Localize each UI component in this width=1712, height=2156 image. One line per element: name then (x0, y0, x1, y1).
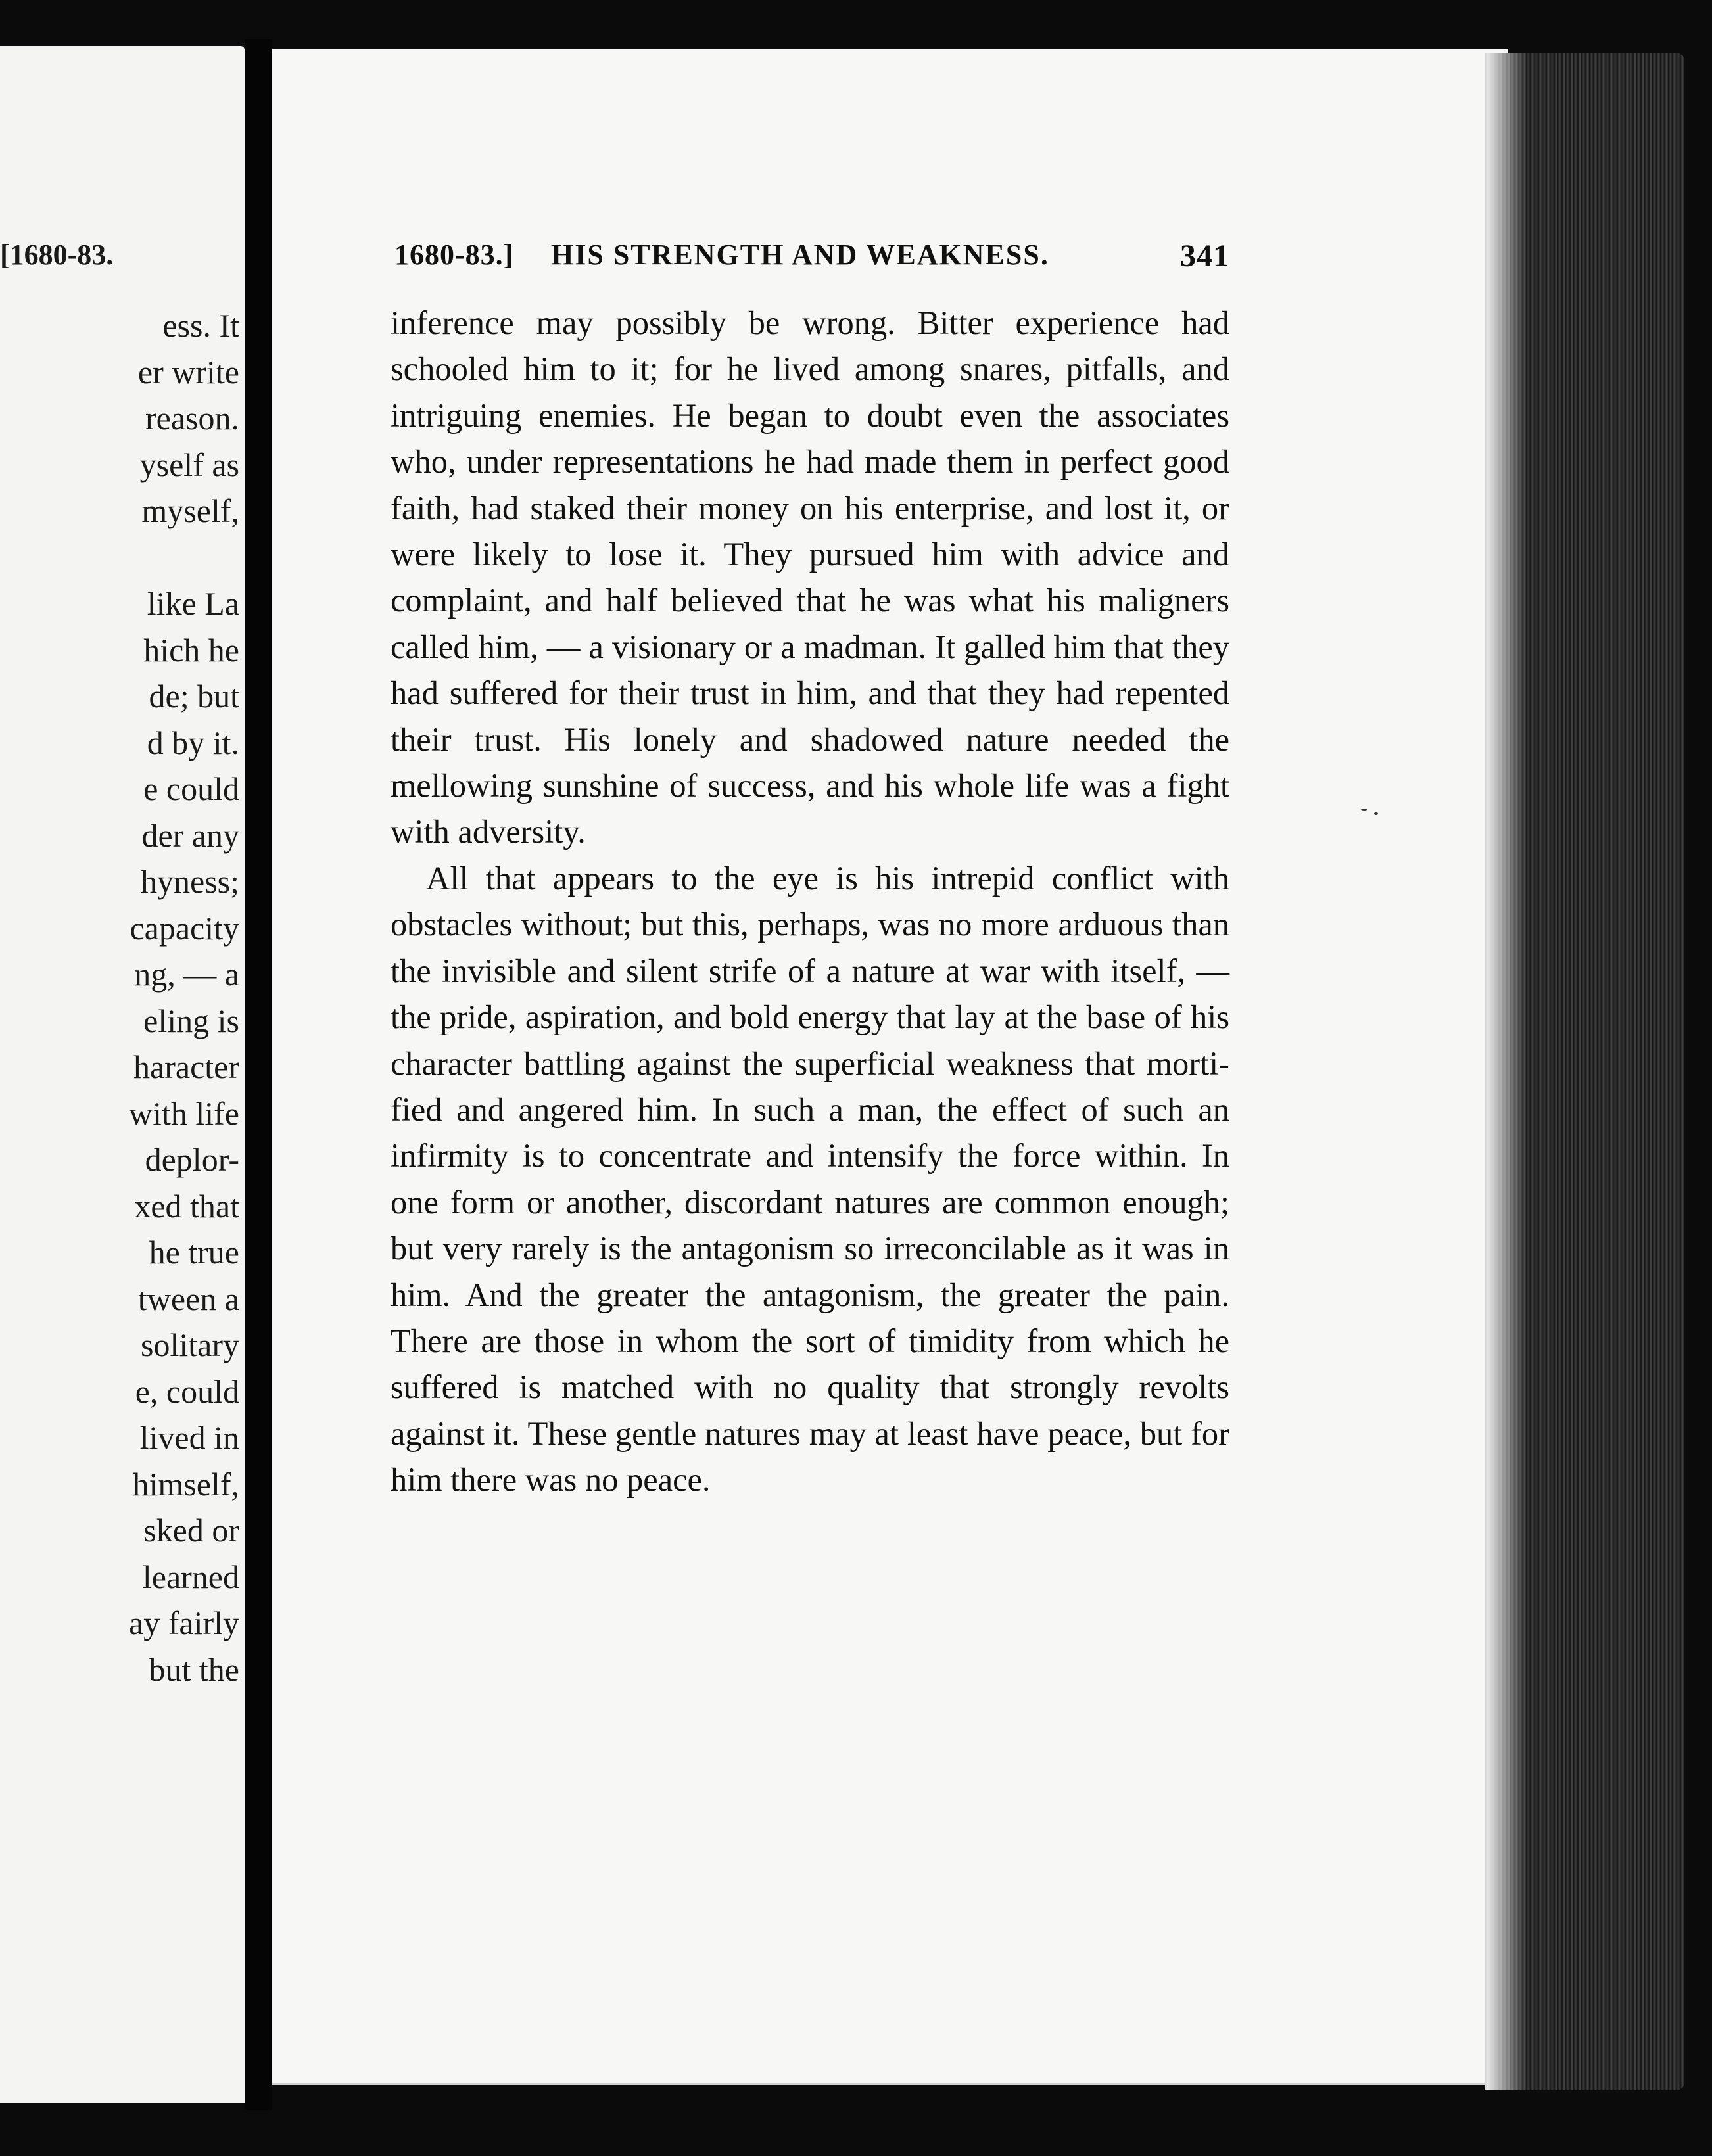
left-page-line: der any (141, 816, 239, 854)
left-page-line: solitary (141, 1326, 239, 1363)
left-page-line: capacity (130, 909, 239, 947)
left-page-line: like La (147, 585, 239, 622)
left-page-line: e could (143, 770, 239, 807)
left-page-line: haracter (133, 1048, 239, 1085)
left-page-line: but the (149, 1651, 239, 1688)
left-page-line: with life (128, 1094, 239, 1132)
left-page-line: e, could (135, 1372, 239, 1410)
scan-speck (1374, 812, 1378, 815)
left-page (0, 46, 245, 2103)
left-page-line: ess. It (162, 307, 239, 344)
left-page-line: de; but (149, 678, 239, 715)
paragraph: All that appears to the eye is his intrepid conflict with obstacles without; but this, perhaps, was no more arduous than the invisible and silent strife of a nature at war with itself, — the pride, aspiration, and bold energy that lay at the base of his character battling against the superficial weakness that mortified and angered him. In such a man, the effect of such an infirmity is to concentrate and intensify the force within. In one form or another, discordant natures are common enough; but very rarely is the antagonism so irreconcilable as it was in him. And the greater the antagonism, the greater the pain. There are those in whom the sort of timidity from which he suffered is matched with no quality that strongly revolts against it. These gentle natures may at least have peace, but for him there was no peace. (391, 859, 1229, 1499)
left-page-line: he true (149, 1234, 239, 1271)
left-page-line: xed that (134, 1187, 239, 1225)
left-running-head: [1680-83. (0, 239, 114, 271)
running-head-title: HIS STRENGTH AND WEAKNESS. (551, 239, 1049, 271)
paragraph: inference may possibly be wrong. Bitter experience had schooled him to it; for he lived among snares, pitfalls, and intriguing enemies. He began to doubt even the associates who, under representations he had made them in perfect good faith, had staked their money on his enterprise, and lost it, or were likely to lose it. They pursued him with advice and complaint, and half believed that he was what his maligners called him, — a visionary or a madman. It galled him that they had suffered for their trust in him, and that they had repented their trust. His lonely and shadowed nature needed the mellowing sunshine of success, and his whole life was a fight with adversity. (391, 304, 1229, 851)
body-text (391, 300, 1229, 1503)
running-head (394, 238, 1229, 277)
running-head-years: 1680-83.] (394, 239, 514, 271)
left-page-line: lived in (139, 1419, 239, 1456)
left-page-line: reason. (145, 400, 239, 436)
book-gutter (245, 39, 272, 2110)
left-page-line: deplor- (145, 1141, 239, 1178)
left-page-line: tween a (137, 1280, 239, 1317)
left-page-line: yself as (139, 446, 239, 483)
left-page-line: er write (137, 353, 239, 390)
left-page-line: eling is (143, 1002, 239, 1039)
left-page-line: hich he (143, 631, 239, 668)
left-page-line: d by it. (147, 724, 239, 761)
left-page-line: sked or (143, 1512, 239, 1549)
left-page-line: myself, (141, 492, 239, 529)
left-page-line: ng, — a (134, 956, 239, 993)
left-page-line: ay fairly (129, 1605, 239, 1641)
page-edges (1485, 53, 1684, 2090)
scan-speck (1361, 808, 1367, 811)
left-page-line: hyness; (141, 863, 239, 900)
left-page-line: learned (142, 1558, 239, 1595)
left-page-line: himself, (132, 1465, 239, 1503)
page-number: 341 (1180, 239, 1229, 273)
